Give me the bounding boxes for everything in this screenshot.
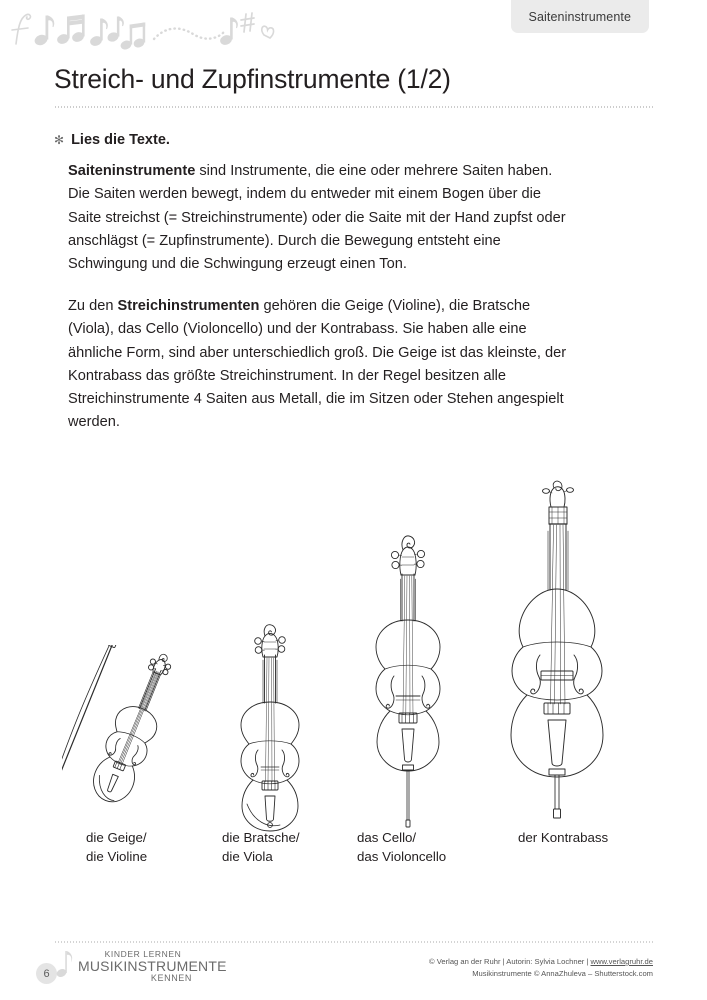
- brand-logo: [78, 949, 227, 983]
- cello-illustration: [352, 517, 464, 835]
- instruction-row: [54, 132, 170, 148]
- caption-violin-line-1: die Geige/: [86, 830, 147, 845]
- page-title: Streich- und Zupfinstrumente (1/2): [54, 64, 451, 94]
- section-tab-saiteninstrumente[interactable]: [511, 0, 649, 33]
- music-notes-decoration: [8, 6, 278, 54]
- instruction-label: Lies die Texte.: [71, 132, 170, 148]
- page-number-label: 6: [43, 967, 50, 980]
- double-bass-illustration: [494, 479, 620, 835]
- credit-line-1: [429, 956, 653, 968]
- paragraph-2-text: gehören die Geige (Violine), die Bratsche (Viola), das Cello (Violoncello) und der Kontrabass. Sie haben alle eine ähnliche Form, sind aber unterschiedlich groß. Die Geige ist das kleinste, der Kontrabass das größte Streichinstrument. In der Regel besitzen alle Streichinstrumente 4 Saiten aus Metall, die im Sitzen oder Stehen angespielt werden.: [68, 298, 567, 431]
- caption-viola: [222, 828, 300, 866]
- credit-line-2: Musikinstrumente © AnnaZhuleva – Shutterstock.com: [472, 968, 653, 978]
- violin-with-bow-illustration: [62, 645, 202, 835]
- instrument-illustration-row: [0, 455, 707, 835]
- section-tab-label: Saiteninstrumente: [528, 10, 631, 24]
- credits: [429, 956, 653, 979]
- credit-publisher-text: © Verlag an der Ruhr | Autorin: Sylvia Lochner |: [429, 957, 591, 966]
- paragraph-2-bold-term: Streichinstrumenten: [117, 298, 260, 314]
- page-number-badge: [36, 963, 57, 984]
- brand-line-musikinstrumente: MUSIKINSTRUMENTE: [78, 957, 227, 974]
- caption-viola-line-2: die Viola: [222, 849, 273, 864]
- caption-cello: [357, 828, 446, 866]
- footer-divider: [54, 941, 653, 943]
- caption-cello-line-2: das Violoncello: [357, 849, 447, 864]
- publisher-website-link[interactable]: www.verlagruhr.de: [590, 957, 653, 966]
- title-divider: [54, 106, 653, 108]
- paragraph-2-lead: Zu den: [68, 298, 118, 314]
- brand-line-kinder-lernen: KINDER LERNEN: [104, 949, 182, 959]
- paragraph-1-text: sind Instrumente, die eine oder mehrere Saiten haben. Die Saiten werden bewegt, indem du entweder mit einem Bogen über die Saite streichst (= Streichinstrumente) oder die Saite mit der Hand zupfst oder anschlägst (= Zupfinstrumente). Durch die Bewegung entsteht eine Schwingung und die Schwingung erzeugt einen Ton.: [68, 163, 566, 273]
- caption-violin: [86, 828, 147, 866]
- caption-viola-line-1: die Bratsche/: [222, 830, 300, 845]
- caption-double-bass-line-1: der Kontrabass: [518, 830, 609, 845]
- caption-violin-line-2: die Violine: [86, 849, 148, 864]
- caption-double-bass: [518, 828, 608, 847]
- asterisk-icon: ✻: [54, 133, 65, 147]
- caption-cello-line-1: das Cello/: [357, 830, 417, 845]
- viola-illustration: [214, 620, 326, 835]
- brand-line-kennen: KENNEN: [150, 972, 192, 983]
- eighth-note-icon: [56, 948, 76, 980]
- paragraph-saiteninstrumente: [68, 160, 568, 276]
- paragraph-1-bold-term: Saiteninstrumente: [68, 163, 196, 179]
- paragraph-streichinstrumenten: [68, 295, 568, 435]
